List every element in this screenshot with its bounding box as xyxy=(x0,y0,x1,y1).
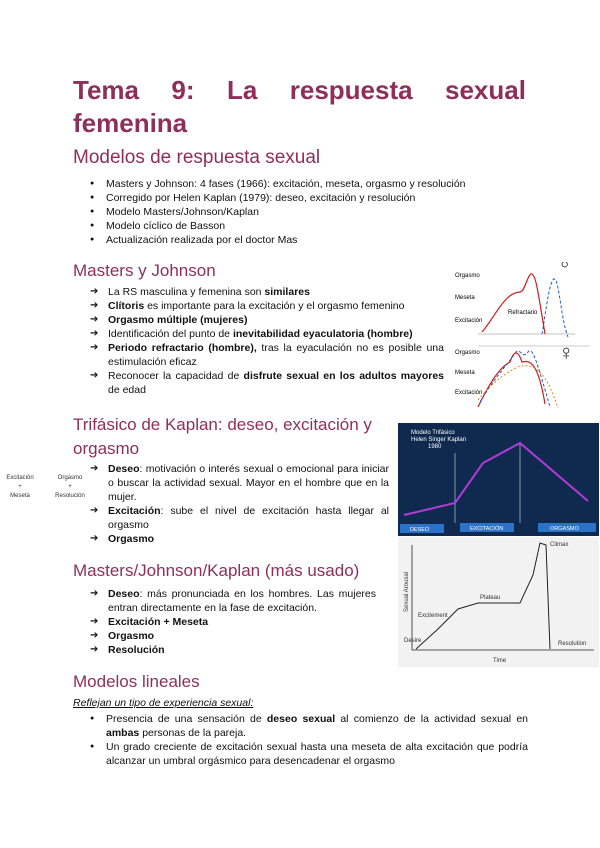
masters-johnson-figure xyxy=(450,262,590,412)
side-label-line: Excitación xyxy=(6,475,34,481)
list-item: ● Un grado creciente de excitación sexual hasta una meseta de alta excitación que podría alcanzar un umbral orgásmico para desencadenar el orgasmo xyxy=(78,740,528,768)
list-item: ➔ Deseo: motivación o interés sexual o emocional para iniciar o buscar la actividad sexual. Mayor en el hombre que en la mujer. xyxy=(88,462,389,504)
list-item: ➔ Excitación + Meseta xyxy=(88,615,376,629)
label-meseta-m: Meseta xyxy=(455,295,475,301)
list-item: ● Corregido por Helen Kaplan (1979): deseo, excitación y resolución xyxy=(78,191,528,205)
list-item: ➔ Resolución xyxy=(88,643,376,657)
y-axis-label: Sexual Arousal xyxy=(404,571,410,612)
heading-kaplan: Trifásico de Kaplan: deseo, excitación y orgasmo xyxy=(73,415,372,458)
models-list xyxy=(78,177,528,247)
kaplan-curve xyxy=(404,443,588,515)
female-symbol: ♀ xyxy=(558,340,575,365)
list-item: ➔ Reconocer la capacidad de disfrute sexual en los adultos mayores de edad xyxy=(88,369,444,397)
side-label-line: Orgasmo xyxy=(57,475,83,481)
list-item: ● Masters y Johnson: 4 fases (1966): excitación, meseta, orgasmo y resolución xyxy=(78,177,528,191)
title-word: respuesta xyxy=(289,75,413,105)
label-resolution: Resolution xyxy=(558,641,587,647)
label-refractario: Refractario xyxy=(508,310,538,316)
mjk-chart-svg xyxy=(398,537,599,667)
list-item: ➔ Periodo refractario (hombre), tras la eyaculación no es posible una estimulación eficaz xyxy=(88,341,444,369)
linear-list xyxy=(78,712,528,768)
label-plateau: Plateau xyxy=(480,595,501,601)
heading-models: Modelos de respuesta sexual xyxy=(73,147,321,168)
male-symbol: ♂ xyxy=(558,262,575,275)
label-excitacion-m: Excitación xyxy=(455,318,483,324)
mjk-list xyxy=(88,587,376,657)
heading-masters-johnson: Masters y Johnson xyxy=(73,261,216,280)
kaplan-chart-title-1: Modelo Trifásico xyxy=(411,430,455,436)
side-label-line: + xyxy=(18,484,22,490)
male-curve-blue xyxy=(542,279,568,337)
mj-list xyxy=(88,285,444,397)
list-item: ➔ Identificación del punto de inevitabilidad eyaculatoria (hombre) xyxy=(88,327,444,341)
title-word: 9: xyxy=(171,75,195,105)
phase-label-excitacion: EXCITACIÓN xyxy=(470,526,504,532)
heading-mjk: Masters/Johnson/Kaplan (más usado) xyxy=(73,561,360,580)
list-item: ➔ Excitación: sube el nivel de excitación hasta llegar al orgasmo xyxy=(88,504,389,532)
label-meseta-f: Meseta xyxy=(455,370,475,376)
label-orgasmo-f: Orgasmo xyxy=(455,350,480,356)
title-line-2: femenina xyxy=(73,108,188,138)
label-orgasmo-m: Orgasmo xyxy=(455,273,480,279)
list-item: ➔ Orgasmo múltiple (mujeres) xyxy=(88,313,444,327)
list-item: ➔ Orgasmo xyxy=(88,532,389,546)
kaplan-list xyxy=(88,462,389,546)
title-word: sexual xyxy=(445,75,526,105)
label-excitement: Excitement xyxy=(418,613,448,619)
response-curves-svg xyxy=(450,262,590,412)
title-word: La xyxy=(226,75,258,105)
side-label-excitacion-meseta xyxy=(0,474,40,501)
side-label-line: Meseta xyxy=(10,493,30,499)
phase-label-deseo: DESEO xyxy=(410,527,430,533)
female-curve-red xyxy=(478,353,545,407)
side-label-line: + xyxy=(68,484,72,490)
x-axis-label: Time xyxy=(493,658,507,664)
kaplan-chart-svg xyxy=(398,423,599,536)
list-item: ● Modelo cíclico de Basson xyxy=(78,219,528,233)
phase-label-orgasmo: ORGASMO xyxy=(550,526,579,532)
female-curve-orange xyxy=(478,366,558,408)
heading-linear: Modelos lineales xyxy=(73,672,200,691)
kaplan-chart xyxy=(398,423,599,536)
page-title xyxy=(73,74,526,140)
title-word: Tema xyxy=(73,75,139,105)
list-item: ● Modelo Masters/Johnson/Kaplan xyxy=(78,205,528,219)
side-label-orgasmo-resolucion xyxy=(50,474,90,501)
list-item: ➔ Deseo: más pronunciada en los hombres. Las mujeres entran directamente en la fase de excitación. xyxy=(88,587,376,615)
male-curve-red xyxy=(482,274,545,334)
mjk-chart xyxy=(398,537,599,667)
label-climax: Climax xyxy=(550,542,569,548)
list-item: ● Presencia de una sensación de deseo sexual al comienzo de la actividad sexual en ambas personas de la pareja. xyxy=(78,712,528,740)
list-item: ➔ La RS masculina y femenina son similares xyxy=(88,285,444,299)
side-label-line: Resolución xyxy=(55,493,85,499)
label-desire: Desire xyxy=(404,638,422,644)
list-item: ➔ Orgasmo xyxy=(88,629,376,643)
kaplan-chart-title-3: 1980 xyxy=(428,444,442,450)
kaplan-chart-title-2: Helen Singer Kaplan xyxy=(411,437,467,443)
label-excitacion-f: Excitación xyxy=(455,390,483,396)
list-item: ➔ Clítoris es importante para la excitación y el orgasmo femenino xyxy=(88,299,444,313)
linear-subheading: Reflejan un tipo de experiencia sexual: xyxy=(73,697,254,709)
list-item: ● Actualización realizada por el doctor Mas xyxy=(78,233,528,247)
